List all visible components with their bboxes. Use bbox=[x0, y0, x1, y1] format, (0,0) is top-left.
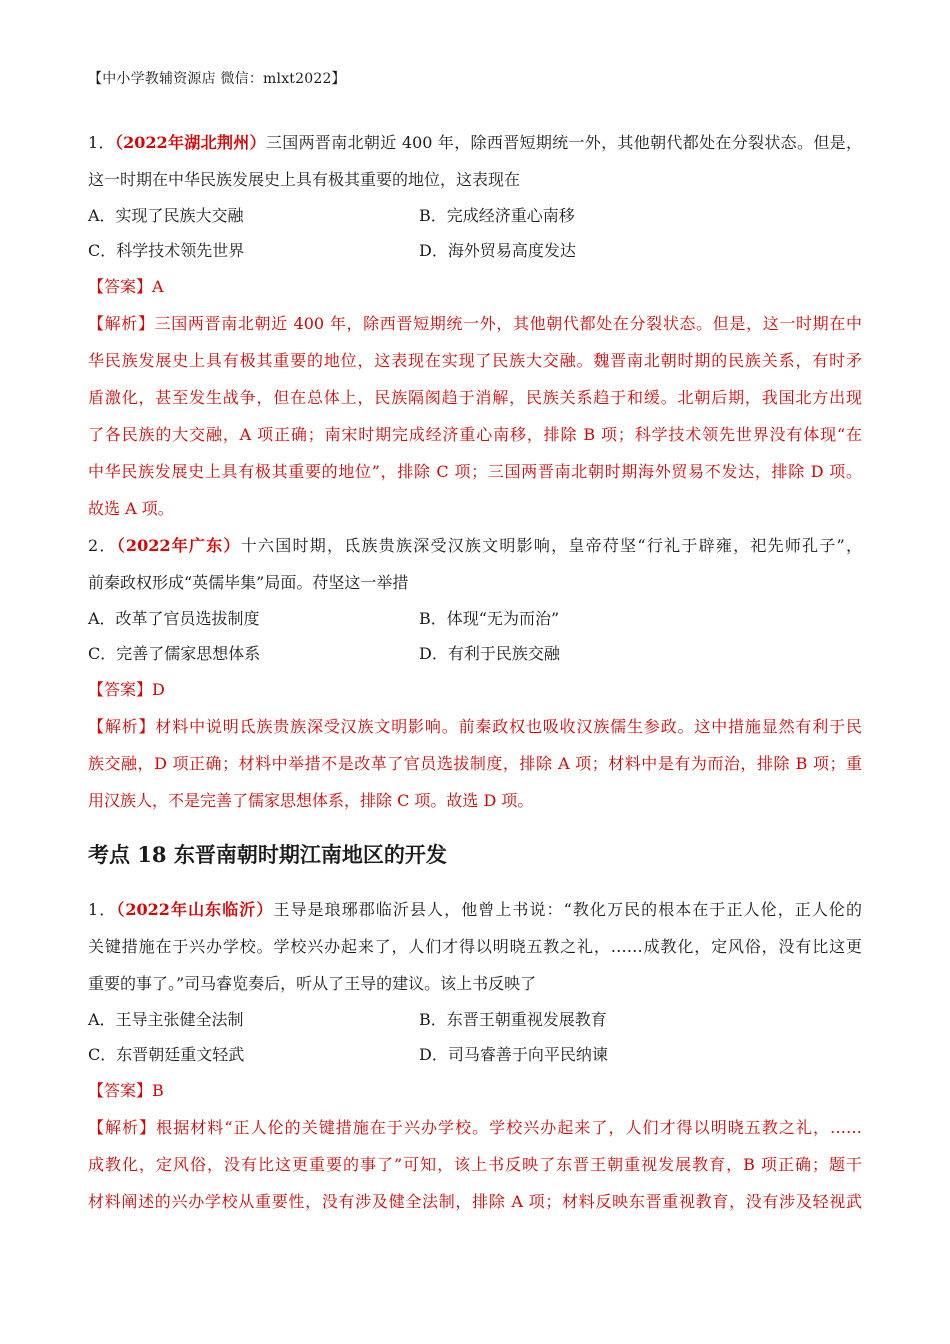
option-b: B．体现“无为而治” bbox=[419, 609, 560, 628]
option-c: C．东晋朝廷重文轻武 bbox=[88, 1045, 245, 1064]
question-3-analysis-line-2: 成教化，定风俗，没有比这更重要的事了”可知，该上书反映了东晋王朝重视发展教育，B 项正确；题干 bbox=[88, 1155, 862, 1174]
option-d: D．海外贸易高度发达 bbox=[419, 241, 576, 260]
question-1-analysis-line-1 bbox=[88, 305, 862, 342]
question-2-analysis-line-1 bbox=[88, 708, 862, 745]
analysis-text: 材料中说明氐族贵族深受汉族文明影响。前秦政权也吸收汉族儒生参政。这中措施显然有利于民 bbox=[155, 717, 862, 736]
analysis-text: 三国两晋南北朝近 400 年，除西晋短期统一外，其他朝代都处在分裂状态。但是，这一时期在中 bbox=[154, 314, 862, 333]
question-3-stem-line-1 bbox=[88, 891, 862, 928]
question-1-stem-line-1 bbox=[88, 124, 862, 161]
question-1-analysis-line-3: 盾激化，甚至发生战争，但在总体上，民族隔阂趋于消解，民族关系趋于和缓。北朝后期，我国北方出现 bbox=[88, 388, 862, 407]
question-source: （2022年湖北荆州） bbox=[114, 133, 266, 152]
option-b: B．东晋王朝重视发展教育 bbox=[419, 1010, 607, 1029]
answer-tag: 【答案】 bbox=[88, 277, 153, 296]
question-number: 1． bbox=[88, 900, 117, 919]
question-1-options-row-2 bbox=[88, 233, 862, 268]
question-1-options-row-1 bbox=[88, 198, 862, 233]
option-c: C．科学技术领先世界 bbox=[88, 241, 245, 260]
question-3-stem-line-2: 关键措施在于兴办学校。学校兴办起来了，人们才得以明晓五教之礼，……成教化，定风俗，没有比这更 bbox=[88, 937, 862, 956]
answer-tag: 【答案】 bbox=[88, 1081, 153, 1100]
option-a: A．实现了民族大交融 bbox=[88, 206, 244, 225]
question-1-analysis-line-2: 华民族发展史上具有极其重要的地位，这表现在实现了民族大交融。魏晋南北朝时期的民族关系，有时矛 bbox=[88, 351, 862, 370]
answer-value: B bbox=[152, 1081, 164, 1100]
question-text: 三国两晋南北朝近 400 年，除西晋短期统一外，其他朝代都处在分裂状态。但是， bbox=[265, 133, 862, 152]
question-1-answer bbox=[88, 268, 862, 305]
question-3-stem-line-3: 重要的事了。”司马睿览奏后，听从了王导的建议。该上书反映了 bbox=[88, 974, 537, 993]
answer-value: A bbox=[152, 277, 164, 296]
question-1-analysis-line-6: 故选 A 项。 bbox=[88, 499, 174, 518]
answer-value: D bbox=[152, 680, 165, 699]
analysis-tag: 【解析】 bbox=[88, 717, 156, 736]
page-header: 【中小学教辅资源店 微信：mlxt2022】 bbox=[88, 71, 346, 87]
question-3-answer bbox=[88, 1072, 862, 1109]
question-number: 1． bbox=[88, 133, 115, 152]
question-2-stem-line-2: 前秦政权形成“英儒毕集”局面。苻坚这一举措 bbox=[88, 573, 409, 592]
question-2-options-row-2 bbox=[88, 636, 862, 671]
question-text: 十六国时期，氐族贵族深受汉族文明影响，皇帝苻坚“行礼于辟雍，祀先师孔子”， bbox=[240, 536, 862, 555]
option-b: B．完成经济重心南移 bbox=[419, 206, 575, 225]
question-1-analysis-line-5: 中华民族发展史上具有极其重要的地位”，排除 C 项；三国两晋南北朝时期海外贸易不发达，排除 D 项。 bbox=[88, 462, 862, 481]
question-3-analysis-line-1 bbox=[88, 1109, 862, 1146]
document-body bbox=[88, 124, 862, 1220]
question-3-analysis-line-3: 材料阐述的兴办学校从重要性，没有涉及健全法制，排除 A 项；材料反映东晋重视教育，没有涉及轻视武 bbox=[88, 1192, 862, 1211]
section-heading: 考点 18 东晋南朝时期江南地区的开发 bbox=[88, 842, 447, 867]
option-a: A．改革了官员选拔制度 bbox=[88, 609, 260, 628]
question-1-stem-line-2: 这一时期在中华民族发展史上具有极其重要的地位，这表现在 bbox=[88, 170, 521, 189]
question-number: 2． bbox=[88, 536, 117, 555]
question-source: （2022年广东） bbox=[116, 536, 241, 555]
question-2-options-row-1 bbox=[88, 601, 862, 636]
question-3-options-row-2 bbox=[88, 1037, 862, 1072]
question-2-answer bbox=[88, 671, 862, 708]
analysis-tag: 【解析】 bbox=[88, 314, 155, 333]
option-c: C．完善了儒家思想体系 bbox=[88, 644, 261, 663]
answer-tag: 【答案】 bbox=[88, 680, 153, 699]
option-d: D．有利于民族交融 bbox=[419, 644, 560, 663]
analysis-text: 根据材料“正人伦的关键措施在于兴办学校。学校兴办起来了，人们才得以明晓五教之礼，…… bbox=[156, 1118, 862, 1137]
question-3-options-row-1 bbox=[88, 1002, 862, 1037]
question-2-analysis-line-2: 族交融，D 项正确；材料中举措不是改革了官员选拔制度，排除 A 项；材料中是有为而治，排除 B 项；重 bbox=[88, 754, 862, 773]
question-text: 王导是琅琊郡临沂县人，他曾上书说：“教化万民的根本在于正人伦，正人伦的 bbox=[273, 900, 862, 919]
question-source: （2022年山东临沂） bbox=[116, 900, 274, 919]
question-2-stem-line-1 bbox=[88, 527, 862, 564]
analysis-tag: 【解析】 bbox=[88, 1118, 157, 1137]
question-2-analysis-line-3: 用汉族人，不是完善了儒家思想体系，排除 C 项。故选 D 项。 bbox=[88, 791, 534, 810]
question-1-analysis-line-4: 了各民族的大交融，A 项正确；南宋时期完成经济重心南移，排除 B 项；科学技术领先世界没有体现“在 bbox=[88, 425, 862, 444]
option-d: D．司马睿善于向平民纳谏 bbox=[419, 1045, 608, 1064]
option-a: A．王导主张健全法制 bbox=[88, 1010, 244, 1029]
